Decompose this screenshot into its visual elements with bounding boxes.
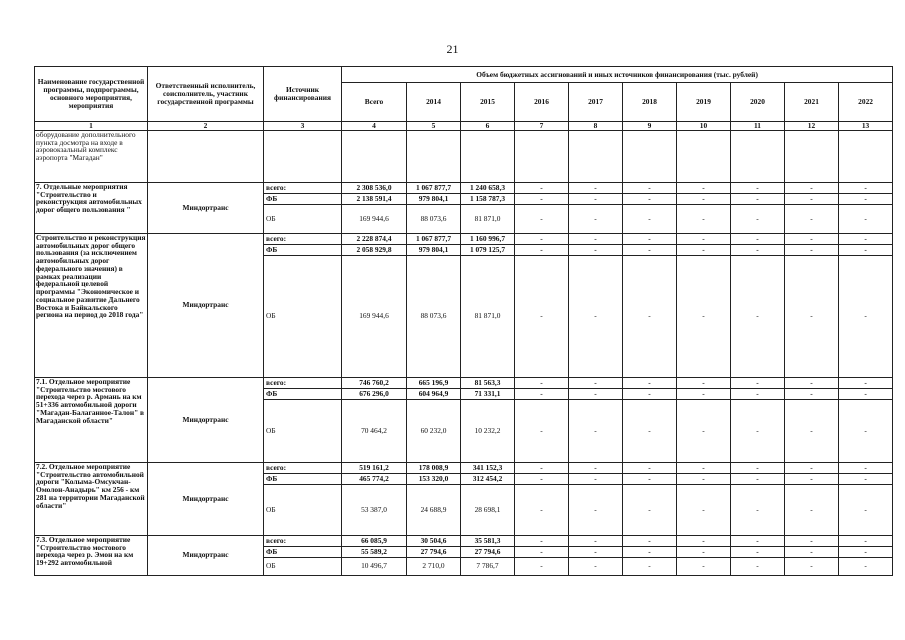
row-dash: - <box>569 388 623 399</box>
row-dash: - <box>623 462 677 473</box>
row-dash: - <box>785 204 839 233</box>
row-dash: - <box>839 193 893 204</box>
row-value: 2 308 536,0 <box>342 182 407 193</box>
row-dash: - <box>731 377 785 388</box>
row-dash: - <box>515 204 569 233</box>
row-dash: - <box>515 473 569 484</box>
row-value: 1 240 658,3 <box>461 182 515 193</box>
row-value: 1 160 996,7 <box>461 233 515 244</box>
row-dash: - <box>569 462 623 473</box>
row-dash: - <box>569 484 623 535</box>
row-value <box>407 130 461 182</box>
row-value <box>623 130 677 182</box>
table-row <box>35 182 893 193</box>
header-name: Наименование государственной программы, подпрограммы, основного мероприятия, мероприятия <box>35 67 148 122</box>
row-value <box>677 130 731 182</box>
row-value <box>569 130 623 182</box>
row-dash: - <box>677 193 731 204</box>
row-dash: - <box>677 255 731 377</box>
row-dash: - <box>515 546 569 557</box>
table-row <box>35 233 893 244</box>
row-dash: - <box>677 377 731 388</box>
row-dash: - <box>677 535 731 546</box>
column-number: 9 <box>623 122 677 131</box>
row-value: 70 464,2 <box>342 399 407 462</box>
row-source: всего: <box>264 535 342 546</box>
row-dash: - <box>569 399 623 462</box>
row-dash: - <box>785 399 839 462</box>
row-dash: - <box>839 546 893 557</box>
row-value: 66 085,9 <box>342 535 407 546</box>
row-responsible: Миндортранс <box>148 462 264 535</box>
row-dash: - <box>677 182 731 193</box>
row-responsible: Миндортранс <box>148 233 264 377</box>
row-dash: - <box>515 462 569 473</box>
row-value: 88 073,6 <box>407 204 461 233</box>
row-dash: - <box>731 193 785 204</box>
row-dash: - <box>623 484 677 535</box>
row-value: 1 067 877,7 <box>407 233 461 244</box>
row-value: 10 232,2 <box>461 399 515 462</box>
row-dash: - <box>677 399 731 462</box>
row-dash: - <box>677 484 731 535</box>
row-dash: - <box>839 399 893 462</box>
row-value: 27 794,6 <box>407 546 461 557</box>
row-dash: - <box>569 255 623 377</box>
row-dash: - <box>515 244 569 255</box>
row-value: 1 079 125,7 <box>461 244 515 255</box>
row-value: 53 387,0 <box>342 484 407 535</box>
row-value: 71 331,1 <box>461 388 515 399</box>
row-dash: - <box>785 244 839 255</box>
row-dash: - <box>785 377 839 388</box>
row-dash: - <box>515 484 569 535</box>
row-dash: - <box>623 399 677 462</box>
row-value <box>515 130 569 182</box>
row-dash: - <box>839 204 893 233</box>
row-value: 676 296,0 <box>342 388 407 399</box>
row-value: 7 786,7 <box>461 557 515 575</box>
row-dash: - <box>677 473 731 484</box>
row-dash: - <box>623 557 677 575</box>
row-value: 81 871,0 <box>461 255 515 377</box>
row-source <box>264 130 342 182</box>
row-source: ОБ <box>264 484 342 535</box>
row-dash: - <box>731 473 785 484</box>
row-dash: - <box>839 388 893 399</box>
row-value: 746 760,2 <box>342 377 407 388</box>
row-value: 519 161,2 <box>342 462 407 473</box>
page-number: 21 <box>446 42 459 56</box>
row-dash: - <box>731 388 785 399</box>
row-value: 30 504,6 <box>407 535 461 546</box>
row-dash: - <box>731 557 785 575</box>
row-value: 1 067 877,7 <box>407 182 461 193</box>
row-name: Строительство и реконструкция автомобильных дорог общего пользования (за исключением автомобильных дорог федерального значения) в рамках реализации федеральной целевой программы "Экономическое и социальное развитие Дальнего Востока и Байкальского региона на период до 2018 года" <box>35 233 148 377</box>
row-value: 88 073,6 <box>407 255 461 377</box>
row-name: 7.2. Отдельное мероприятие "Строительство автомобильной дороги "Колыма-Омсукчан-Омолон-Анадырь" км 256 - км 281 на территории Магаданской области" <box>35 462 148 535</box>
row-value: 604 964,9 <box>407 388 461 399</box>
row-dash: - <box>785 255 839 377</box>
row-value <box>785 130 839 182</box>
row-dash: - <box>677 244 731 255</box>
row-dash: - <box>515 193 569 204</box>
row-value: 27 794,6 <box>461 546 515 557</box>
row-dash: - <box>623 473 677 484</box>
row-source: ОБ <box>264 255 342 377</box>
row-dash: - <box>569 377 623 388</box>
row-dash: - <box>515 399 569 462</box>
row-dash: - <box>731 233 785 244</box>
row-dash: - <box>785 473 839 484</box>
row-value <box>731 130 785 182</box>
row-value: 979 804,1 <box>407 193 461 204</box>
row-dash: - <box>623 182 677 193</box>
row-dash: - <box>677 557 731 575</box>
row-value: 2 710,0 <box>407 557 461 575</box>
row-dash: - <box>515 233 569 244</box>
row-dash: - <box>569 182 623 193</box>
row-value: 35 581,3 <box>461 535 515 546</box>
row-value: 979 804,1 <box>407 244 461 255</box>
row-dash: - <box>785 193 839 204</box>
row-dash: - <box>623 193 677 204</box>
row-dash: - <box>515 182 569 193</box>
row-dash: - <box>839 462 893 473</box>
row-value: 2 228 874,4 <box>342 233 407 244</box>
row-value: 24 688,9 <box>407 484 461 535</box>
header-responsible: Ответственный исполнитель, соисполнитель, участник государственной программы <box>148 67 264 122</box>
row-dash: - <box>731 546 785 557</box>
row-dash: - <box>839 484 893 535</box>
row-value: 2 138 591,4 <box>342 193 407 204</box>
row-source: ОБ <box>264 399 342 462</box>
header-year: 2016 <box>515 83 569 122</box>
row-value: 1 158 787,3 <box>461 193 515 204</box>
header-year: 2017 <box>569 83 623 122</box>
row-dash: - <box>623 535 677 546</box>
header-year: 2018 <box>623 83 677 122</box>
row-value <box>461 130 515 182</box>
column-number: 12 <box>785 122 839 131</box>
row-value: 28 698,1 <box>461 484 515 535</box>
row-name: 7.3. Отдельное мероприятие "Строительство мостового перехода через р. Эмон на км 19+292 автомобильной <box>35 535 148 575</box>
row-dash: - <box>623 388 677 399</box>
column-number: 7 <box>515 122 569 131</box>
row-value: 465 774,2 <box>342 473 407 484</box>
row-source: ФБ <box>264 388 342 399</box>
header-year: 2022 <box>839 83 893 122</box>
row-dash: - <box>839 473 893 484</box>
row-value: 169 944,6 <box>342 255 407 377</box>
column-number: 13 <box>839 122 893 131</box>
row-dash: - <box>731 399 785 462</box>
row-dash: - <box>515 535 569 546</box>
row-name: оборудование дополнительного пункта досмотра на входе в аэровокзальный комплекс аэропорта "Магадан" <box>35 130 148 182</box>
header-year: 2015 <box>461 83 515 122</box>
row-dash: - <box>569 193 623 204</box>
row-source: ОБ <box>264 204 342 233</box>
column-number: 8 <box>569 122 623 131</box>
row-dash: - <box>731 244 785 255</box>
row-dash: - <box>731 255 785 377</box>
row-dash: - <box>839 233 893 244</box>
row-dash: - <box>785 388 839 399</box>
row-dash: - <box>515 255 569 377</box>
header-year: 2014 <box>407 83 461 122</box>
row-source: всего: <box>264 377 342 388</box>
row-dash: - <box>785 535 839 546</box>
column-number: 5 <box>407 122 461 131</box>
row-dash: - <box>515 557 569 575</box>
row-value: 2 058 929,8 <box>342 244 407 255</box>
column-number: 2 <box>148 122 264 131</box>
financing-table <box>34 66 893 576</box>
row-dash: - <box>623 546 677 557</box>
row-responsible: Миндортранс <box>148 535 264 575</box>
column-number: 4 <box>342 122 407 131</box>
row-dash: - <box>677 388 731 399</box>
column-number: 11 <box>731 122 785 131</box>
row-dash: - <box>623 255 677 377</box>
table-row <box>35 130 893 182</box>
table-row <box>35 535 893 546</box>
row-dash: - <box>839 255 893 377</box>
row-value: 55 589,2 <box>342 546 407 557</box>
row-name: 7. Отдельные мероприятия "Строительство и реконструкция автомобильных дорог общего пользования " <box>35 182 148 233</box>
column-number: 10 <box>677 122 731 131</box>
row-value: 312 454,2 <box>461 473 515 484</box>
row-dash: - <box>839 182 893 193</box>
row-value <box>342 130 407 182</box>
row-dash: - <box>569 557 623 575</box>
header-year: 2021 <box>785 83 839 122</box>
row-name: 7.1. Отдельное мероприятие "Строительство мостового перехода через р. Армань на км 51+336 автомобильной дороги "Магадан-Балаганное-Талон" в Магаданской области" <box>35 377 148 462</box>
header-year: Всего <box>342 83 407 122</box>
row-dash: - <box>731 535 785 546</box>
header-source: Источник финансирования <box>264 67 342 122</box>
row-dash: - <box>839 535 893 546</box>
row-dash: - <box>785 462 839 473</box>
row-dash: - <box>839 557 893 575</box>
row-source: всего: <box>264 462 342 473</box>
row-value: 341 152,3 <box>461 462 515 473</box>
row-source: ОБ <box>264 557 342 575</box>
row-dash: - <box>731 484 785 535</box>
row-dash: - <box>623 204 677 233</box>
row-dash: - <box>569 546 623 557</box>
row-dash: - <box>677 204 731 233</box>
row-dash: - <box>731 462 785 473</box>
row-value: 665 196,9 <box>407 377 461 388</box>
row-dash: - <box>569 244 623 255</box>
row-source: ФБ <box>264 244 342 255</box>
header-volume: Объем бюджетных ассигнований и иных источников финансирования (тыс. рублей) <box>342 67 893 83</box>
row-dash: - <box>569 204 623 233</box>
column-number: 6 <box>461 122 515 131</box>
row-value: 81 871,0 <box>461 204 515 233</box>
row-dash: - <box>839 244 893 255</box>
table-row <box>35 377 893 388</box>
row-responsible: Миндортранс <box>148 182 264 233</box>
row-value <box>839 130 893 182</box>
row-dash: - <box>731 204 785 233</box>
row-value: 169 944,6 <box>342 204 407 233</box>
row-dash: - <box>569 535 623 546</box>
column-number: 1 <box>35 122 148 131</box>
row-dash: - <box>515 388 569 399</box>
header-year: 2020 <box>731 83 785 122</box>
table-row <box>35 462 893 473</box>
row-dash: - <box>785 182 839 193</box>
row-dash: - <box>623 244 677 255</box>
row-value: 60 232,0 <box>407 399 461 462</box>
row-dash: - <box>677 233 731 244</box>
row-dash: - <box>623 377 677 388</box>
row-dash: - <box>785 233 839 244</box>
row-dash: - <box>623 233 677 244</box>
row-source: ФБ <box>264 473 342 484</box>
row-dash: - <box>569 233 623 244</box>
row-responsible: Миндортранс <box>148 377 264 462</box>
row-source: ФБ <box>264 546 342 557</box>
header-year: 2019 <box>677 83 731 122</box>
row-dash: - <box>785 484 839 535</box>
row-value: 81 563,3 <box>461 377 515 388</box>
row-dash: - <box>677 462 731 473</box>
row-source: ФБ <box>264 193 342 204</box>
row-source: всего: <box>264 233 342 244</box>
row-dash: - <box>839 377 893 388</box>
row-dash: - <box>677 546 731 557</box>
row-responsible <box>148 130 264 182</box>
row-source: всего: <box>264 182 342 193</box>
row-value: 10 496,7 <box>342 557 407 575</box>
row-value: 178 008,9 <box>407 462 461 473</box>
row-value: 153 320,0 <box>407 473 461 484</box>
row-dash: - <box>515 377 569 388</box>
column-number: 3 <box>264 122 342 131</box>
row-dash: - <box>785 546 839 557</box>
row-dash: - <box>731 182 785 193</box>
row-dash: - <box>785 557 839 575</box>
row-dash: - <box>569 473 623 484</box>
